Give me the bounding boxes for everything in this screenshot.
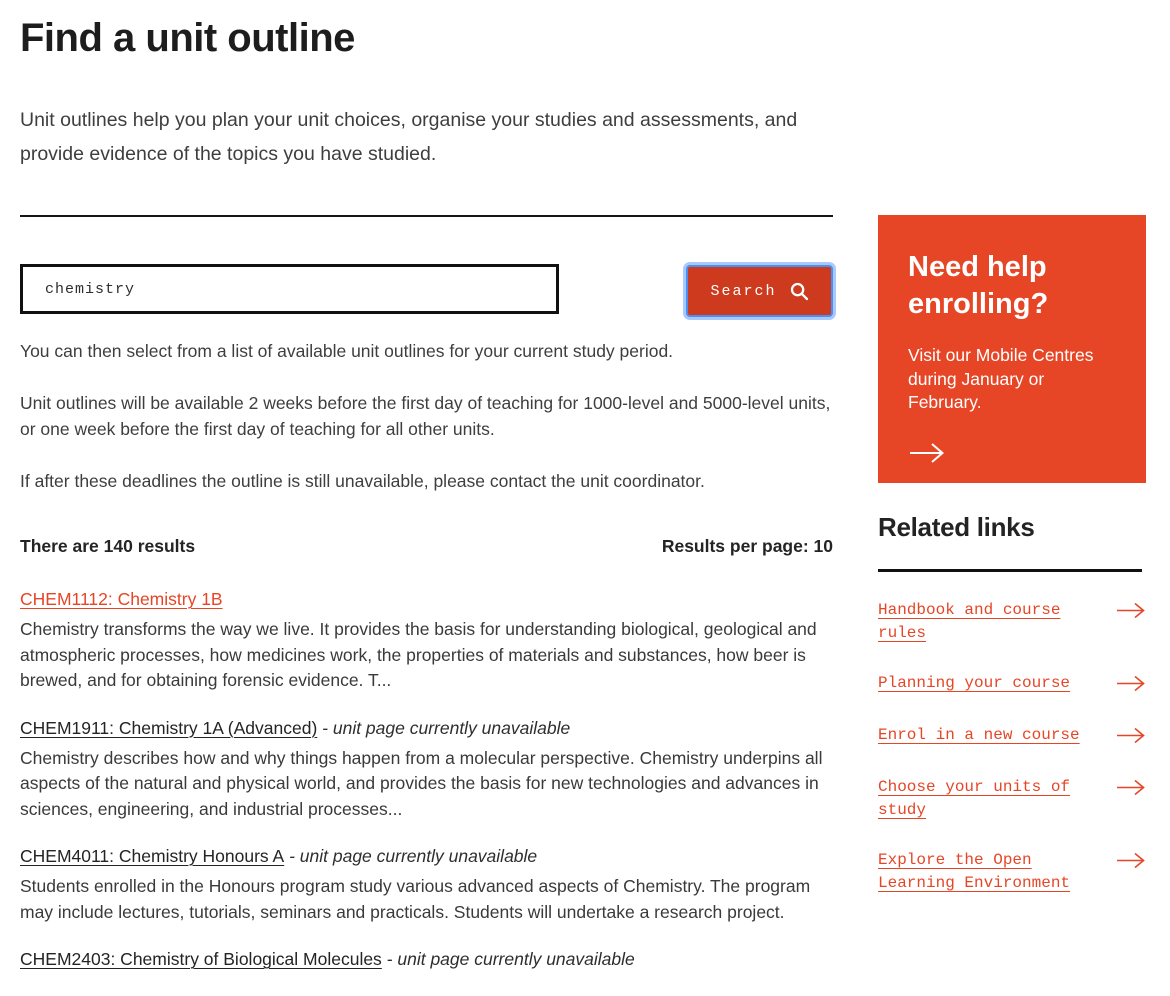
related-link-label: Choose your units of study bbox=[878, 778, 1071, 819]
main-content bbox=[20, 0, 833, 970]
result-title-line bbox=[20, 846, 833, 867]
result-status: - unit page currently unavailable bbox=[381, 949, 635, 969]
related-links-heading: Related links bbox=[878, 512, 1035, 542]
search-button-label: Search bbox=[710, 282, 777, 300]
help-box-body: Visit our Mobile Centres during January or February. bbox=[908, 345, 1094, 412]
related-links-rule bbox=[878, 569, 1142, 572]
search-button[interactable] bbox=[686, 265, 833, 317]
content-divider bbox=[20, 215, 833, 217]
intro-paragraph: Unit outlines help you plan your unit choices, organise your studies and assessments, and provide evidence of the topics you have studied. bbox=[20, 109, 798, 165]
page-title: Find a unit outline bbox=[20, 16, 355, 60]
info-paragraph-1: You can then select from a list of available unit outlines for your current study period. bbox=[20, 341, 674, 361]
result-description: Chemistry transforms the way we live. It provides the basis for understanding biological, geological and atmospheric processes, how medicines work, the properties of materials and substances, how beer is brewed, and for obtaining forensic evidence. T... bbox=[20, 619, 817, 690]
result-description: Chemistry describes how and why things happen from a molecular perspective. Chemistry underpins all aspects of the natural and physical world, and provides the basis for new technologies and advances in sciences, engineering, and industrial processes... bbox=[20, 747, 823, 819]
right-arrow-icon bbox=[1116, 727, 1146, 749]
result-item bbox=[20, 589, 833, 694]
related-link-label: Enrol in a new course bbox=[878, 726, 1080, 744]
related-link[interactable] bbox=[878, 849, 1146, 895]
sidebar bbox=[878, 215, 1146, 895]
related-link[interactable] bbox=[878, 599, 1146, 645]
related-link[interactable] bbox=[878, 724, 1146, 749]
search-row bbox=[20, 264, 833, 317]
result-status: - unit page currently unavailable bbox=[284, 846, 538, 866]
right-arrow-icon bbox=[1116, 779, 1146, 801]
right-arrow-icon bbox=[1116, 675, 1146, 697]
result-status: - unit page currently unavailable bbox=[317, 717, 571, 738]
result-title-link[interactable]: CHEM1911: Chemistry 1A (Advanced) bbox=[20, 717, 318, 738]
help-box-title: Need help enrolling? bbox=[908, 251, 1049, 320]
right-arrow-icon bbox=[1116, 602, 1146, 624]
result-item bbox=[20, 718, 833, 823]
related-link-label: Explore the Open Learning Environment bbox=[878, 851, 1071, 892]
related-link-label: Handbook and course rules bbox=[878, 601, 1061, 642]
results-list bbox=[20, 589, 833, 970]
related-link[interactable] bbox=[878, 776, 1146, 822]
result-title-line bbox=[20, 589, 833, 610]
related-link[interactable] bbox=[878, 672, 1146, 697]
help-box[interactable] bbox=[878, 215, 1146, 483]
results-header bbox=[20, 536, 833, 557]
result-title-link[interactable]: CHEM4011: Chemistry Honours A bbox=[20, 846, 285, 866]
result-title-link[interactable]: CHEM2403: Chemistry of Biological Molecules bbox=[20, 949, 382, 969]
info-paragraph-3: If after these deadlines the outline is still unavailable, please contact the unit coordinator. bbox=[20, 471, 705, 491]
result-item bbox=[20, 949, 833, 970]
result-description: Students enrolled in the Honours program study various advanced aspects of Chemistry. The program may include lectures, tutorials, seminars and practicals. Students will undertake a research project. bbox=[20, 876, 811, 922]
result-item bbox=[20, 846, 833, 925]
result-title-link[interactable]: CHEM1112: Chemistry 1B bbox=[20, 589, 223, 609]
results-per-page[interactable]: Results per page: 10 bbox=[661, 536, 833, 556]
related-links-list bbox=[878, 599, 1146, 895]
results-count: There are 140 results bbox=[20, 536, 196, 556]
related-link-label: Planning your course bbox=[878, 674, 1071, 692]
magnifier-icon bbox=[790, 282, 809, 301]
result-title-line bbox=[20, 949, 833, 970]
right-arrow-icon bbox=[1116, 852, 1146, 874]
search-input[interactable] bbox=[20, 264, 559, 314]
right-arrow-icon[interactable] bbox=[908, 440, 1116, 471]
info-paragraph-2: Unit outlines will be available 2 weeks before the first day of teaching for 1000-level and 5000-level units, or one week before the first day of teaching for all other units. bbox=[20, 393, 831, 439]
result-title-line bbox=[20, 718, 833, 739]
